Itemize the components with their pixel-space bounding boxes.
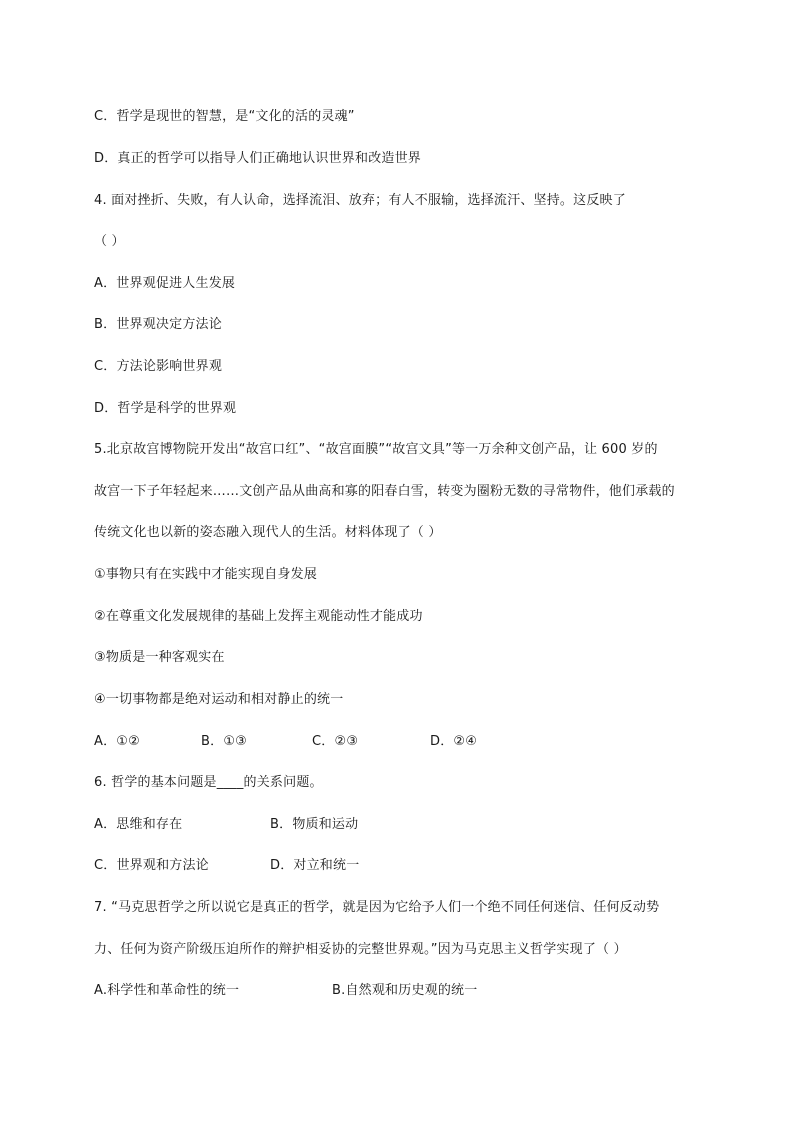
q5-statement-4: ④一切事物都是绝对运动和相对静止的统一: [94, 692, 344, 707]
q5-statement-2: ②在尊重文化发展规律的基础上发挥主观能动性才能成功: [94, 609, 423, 624]
q3-option-c: C．哲学是现世的智慧，是“文化的活的灵魂”: [94, 109, 355, 124]
q5-statement-3: ③物质是一种客观实在: [94, 650, 225, 665]
q4-answer-bracket: （ ）: [94, 234, 125, 249]
q7-stem-line2: 力、任何为资产阶级压迫所作的辩护相妥协的完整世界观。”因为马克思主义哲学实现了（ ）: [94, 942, 627, 957]
q5-option-c: C．②③: [312, 734, 359, 749]
q7-option-b: B.自然观和历史观的统一: [332, 983, 478, 998]
q6-option-a: A．思维和存在: [94, 817, 183, 832]
q6-option-c: C．世界观和方法论: [94, 858, 209, 873]
q6-option-d: D．对立和统一: [270, 858, 360, 873]
q6-option-b: B．物质和运动: [270, 817, 359, 832]
q3-option-d: D．真正的哲学可以指导人们正确地认识世界和改造世界: [94, 151, 422, 166]
q4-option-c: C．方法论影响世界观: [94, 359, 223, 374]
q7-stem-line1: 7. “马克思哲学之所以说它是真正的哲学，就是因为它给予人们一个绝不同任何迷信、任何反动势: [94, 900, 660, 915]
q5-statement-1: ①事物只有在实践中才能实现自身发展: [94, 567, 318, 582]
q5-option-b: B．①③: [201, 734, 248, 749]
q5-stem-line2: 故宫一下子年轻起来……文创产品从曲高和寡的阳春白雪，转变为圈粉无数的寻常物件，他们承载的: [94, 484, 675, 499]
q5-option-d: D．②④: [430, 734, 478, 749]
q5-option-a: A．①②: [94, 734, 141, 749]
q6-stem: 6. 哲学的基本问题是____的关系问题。: [94, 775, 323, 790]
q5-stem-line3: 传统文化也以新的姿态融入现代人的生活。材料体现了（ ）: [94, 525, 442, 540]
q5-stem-line1: 5.北京故宫博物院开发出“故宫口红”、“故宫面膜”“故宫文具”等一万余种文创产品，让 600 岁的: [94, 442, 658, 457]
q4-stem: 4. 面对挫折、失败，有人认命，选择流泪、放弃；有人不服输，选择流汗、坚持。这反映了: [94, 193, 626, 208]
q4-option-a: A．世界观促进人生发展: [94, 276, 236, 291]
q4-option-d: D．哲学是科学的世界观: [94, 401, 237, 416]
q4-option-b: B．世界观决定方法论: [94, 317, 222, 332]
q7-option-a: A.科学性和革命性的统一: [94, 983, 240, 998]
